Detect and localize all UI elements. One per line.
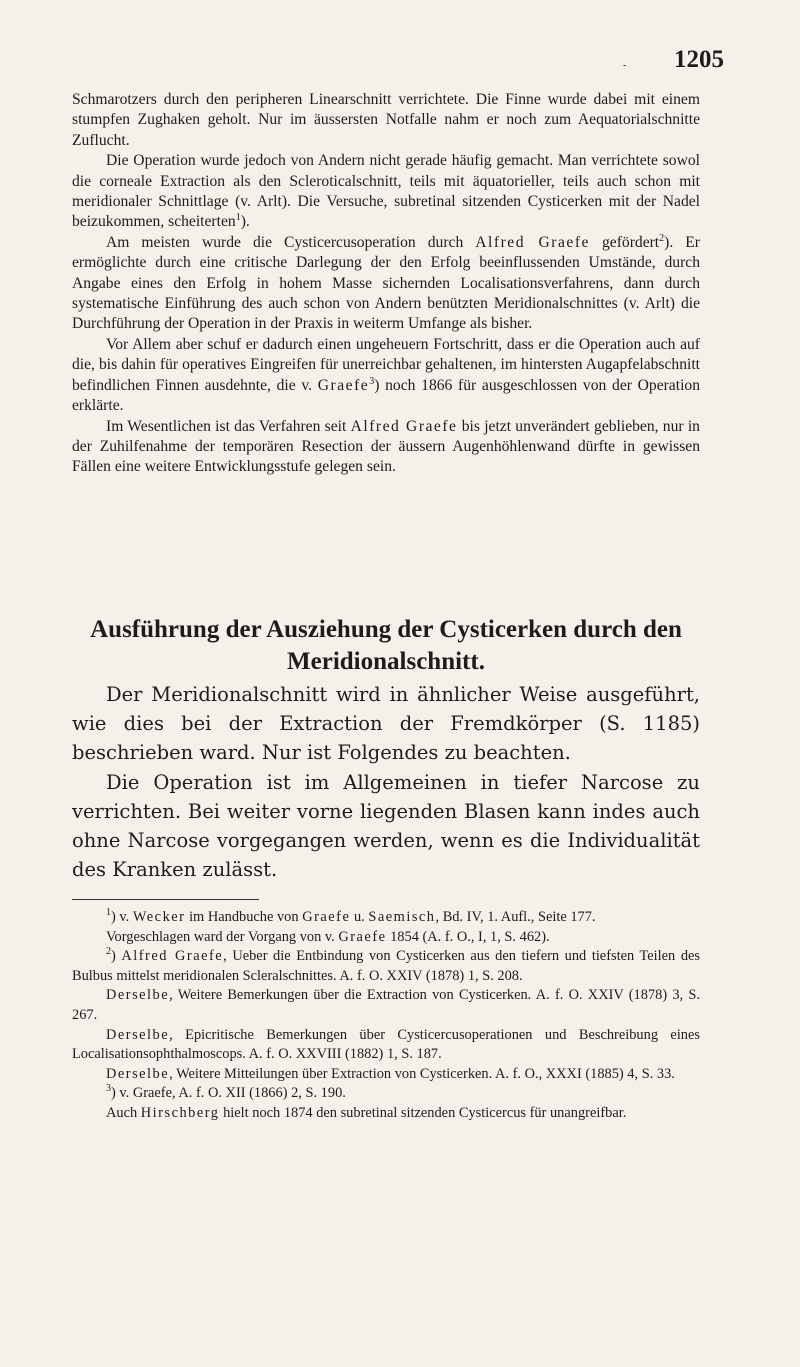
paragraph: Am meisten wurde die Cysticercusoperation durch Alfred Graefe gefördert$^2$). Er ermöglichte durch eine critische Darlegung der den Erfolg beeinflussenden Umstände, durch Angabe eines den Erfolg in hohem Masse sichernden Localisationsverfahrens, dann durch systematische Einführung des auch schon von Andern benützten Meridionalschnittes (v. Arlt) die Durchführung der Operation in der Praxis in weiterm Umfange als bisher.: [72, 232, 701, 333]
footnote: $^2$) Alfred Graefe, Ueber die Entbindung von Cysticerken aus den tiefern und tiefsten Teilen des Bulbus mittelst meridionalen Scleralschnittes. A. f. O. XXIV (1878) 1, S. 208.: [72, 946, 700, 984]
author-name: Graefe: [317, 376, 370, 394]
paragraph: Der Meridionalschnitt wird in ähnlicher Weise ausgeführt, wie dies bei der Extraction der Fremdkörper (S. 1185) beschrieben ward. Nur ist Folgendes zu beachten.: [72, 683, 700, 765]
paragraph: Im Wesentlichen ist das Verfahren seit Alfred Graefe bis jetzt unverändert geblieben, nur in der Zuhilfenahme der temporären Resection der äussern Augenhöhlenwand dürfte in gewissen Fällen eine weitere Entwicklungsstufe gelegen sein.: [72, 417, 700, 476]
paragraph: Vor Allem aber schuf er dadurch einen ungeheuern Fortschritt, dass er die Operation auch auf die, bis dahin für operatives Eingreifen für unerreichbar gehaltenen, im hintersten Augapfelabschnitt befindlichen Finnen ausdehnte, die v. Graefe$^3$) noch 1866 für ausgeschlossen von der Operation erklärte.: [72, 335, 700, 415]
footnote: Auch Hirschberg hielt noch 1874 den subretinal sitzenden Cysticercus für unangreifbar.: [106, 1104, 627, 1121]
footnote: Derselbe, Weitere Bemerkungen über die Extraction von Cysticerken. A. f. O. XXIV (1878) 3, S. 267.: [72, 987, 700, 1023]
footnote-ref: 3: [369, 375, 375, 387]
footnote-divider: [72, 899, 259, 900]
page-number: 1205: [674, 46, 724, 73]
footnote: Vorgeschlagen ward der Vorgang von v. Graefe 1854 (A. f. O., I, 1, S. 462).: [106, 928, 550, 945]
footnote: Derselbe, Weitere Mitteilungen über Extraction von Cysticerken. A. f. O., XXXI (1885) 4, S. 33.: [106, 1065, 675, 1082]
author-name: Alfred Graefe: [350, 417, 458, 435]
section-heading: Ausführung der Ausziehung der Cysticerken durch den Meridionalschnitt.: [90, 616, 682, 675]
page-mark: -: [623, 60, 627, 71]
footnote-ref: 1: [235, 212, 241, 224]
author-name: Alfred Graefe: [475, 233, 590, 251]
footnote: $^1$) v. Wecker im Handbuche von Graefe u. Saemisch, Bd. IV, 1. Aufl., Seite 177.: [106, 907, 596, 925]
footnotes: [72, 908, 700, 1124]
paragraph: Die Operation wurde jedoch von Andern nicht gerade häufig gemacht. Man verrichtete sowol die corneale Extraction als den Scleroticalschnitt, teils mit äquatorieller, teils auch schon mit meridionaler Schnittlage (v. Arlt). Die Versuche, subretinal sitzenden Cysticerken mit der Nadel beizukommen, scheiterten$^1$).: [72, 152, 700, 231]
section-text: [72, 680, 700, 884]
paragraph: Die Operation ist im Allgemeinen in tiefer Narcose zu verrichten. Bei weiter vorne liegenden Blasen kann indes auch ohne Narcose vorgegangen werden, wenn es die Individualität des Kranken zulässt.: [72, 770, 700, 882]
paragraph: Schmarotzers durch den peripheren Linearschnitt verrichtete. Die Finne wurde dabei mit einem stumpfen Zughaken geholt. Nur im äussersten Notfalle nahm er noch zum Aequatorialschnitte Zuflucht.: [72, 91, 700, 149]
footnote-ref: 2: [659, 232, 665, 244]
footnote: $^3$) v. Graefe, A. f. O. XII (1866) 2, S. 190.: [106, 1083, 346, 1102]
main-text: [72, 90, 700, 478]
footnote: Derselbe, Epicritische Bemerkungen über Cysticercusoperationen und Beschreibung eines Localisationsophthalmoscops. A. f. O. XXVIII (1882) 1, S. 187.: [72, 1026, 700, 1063]
